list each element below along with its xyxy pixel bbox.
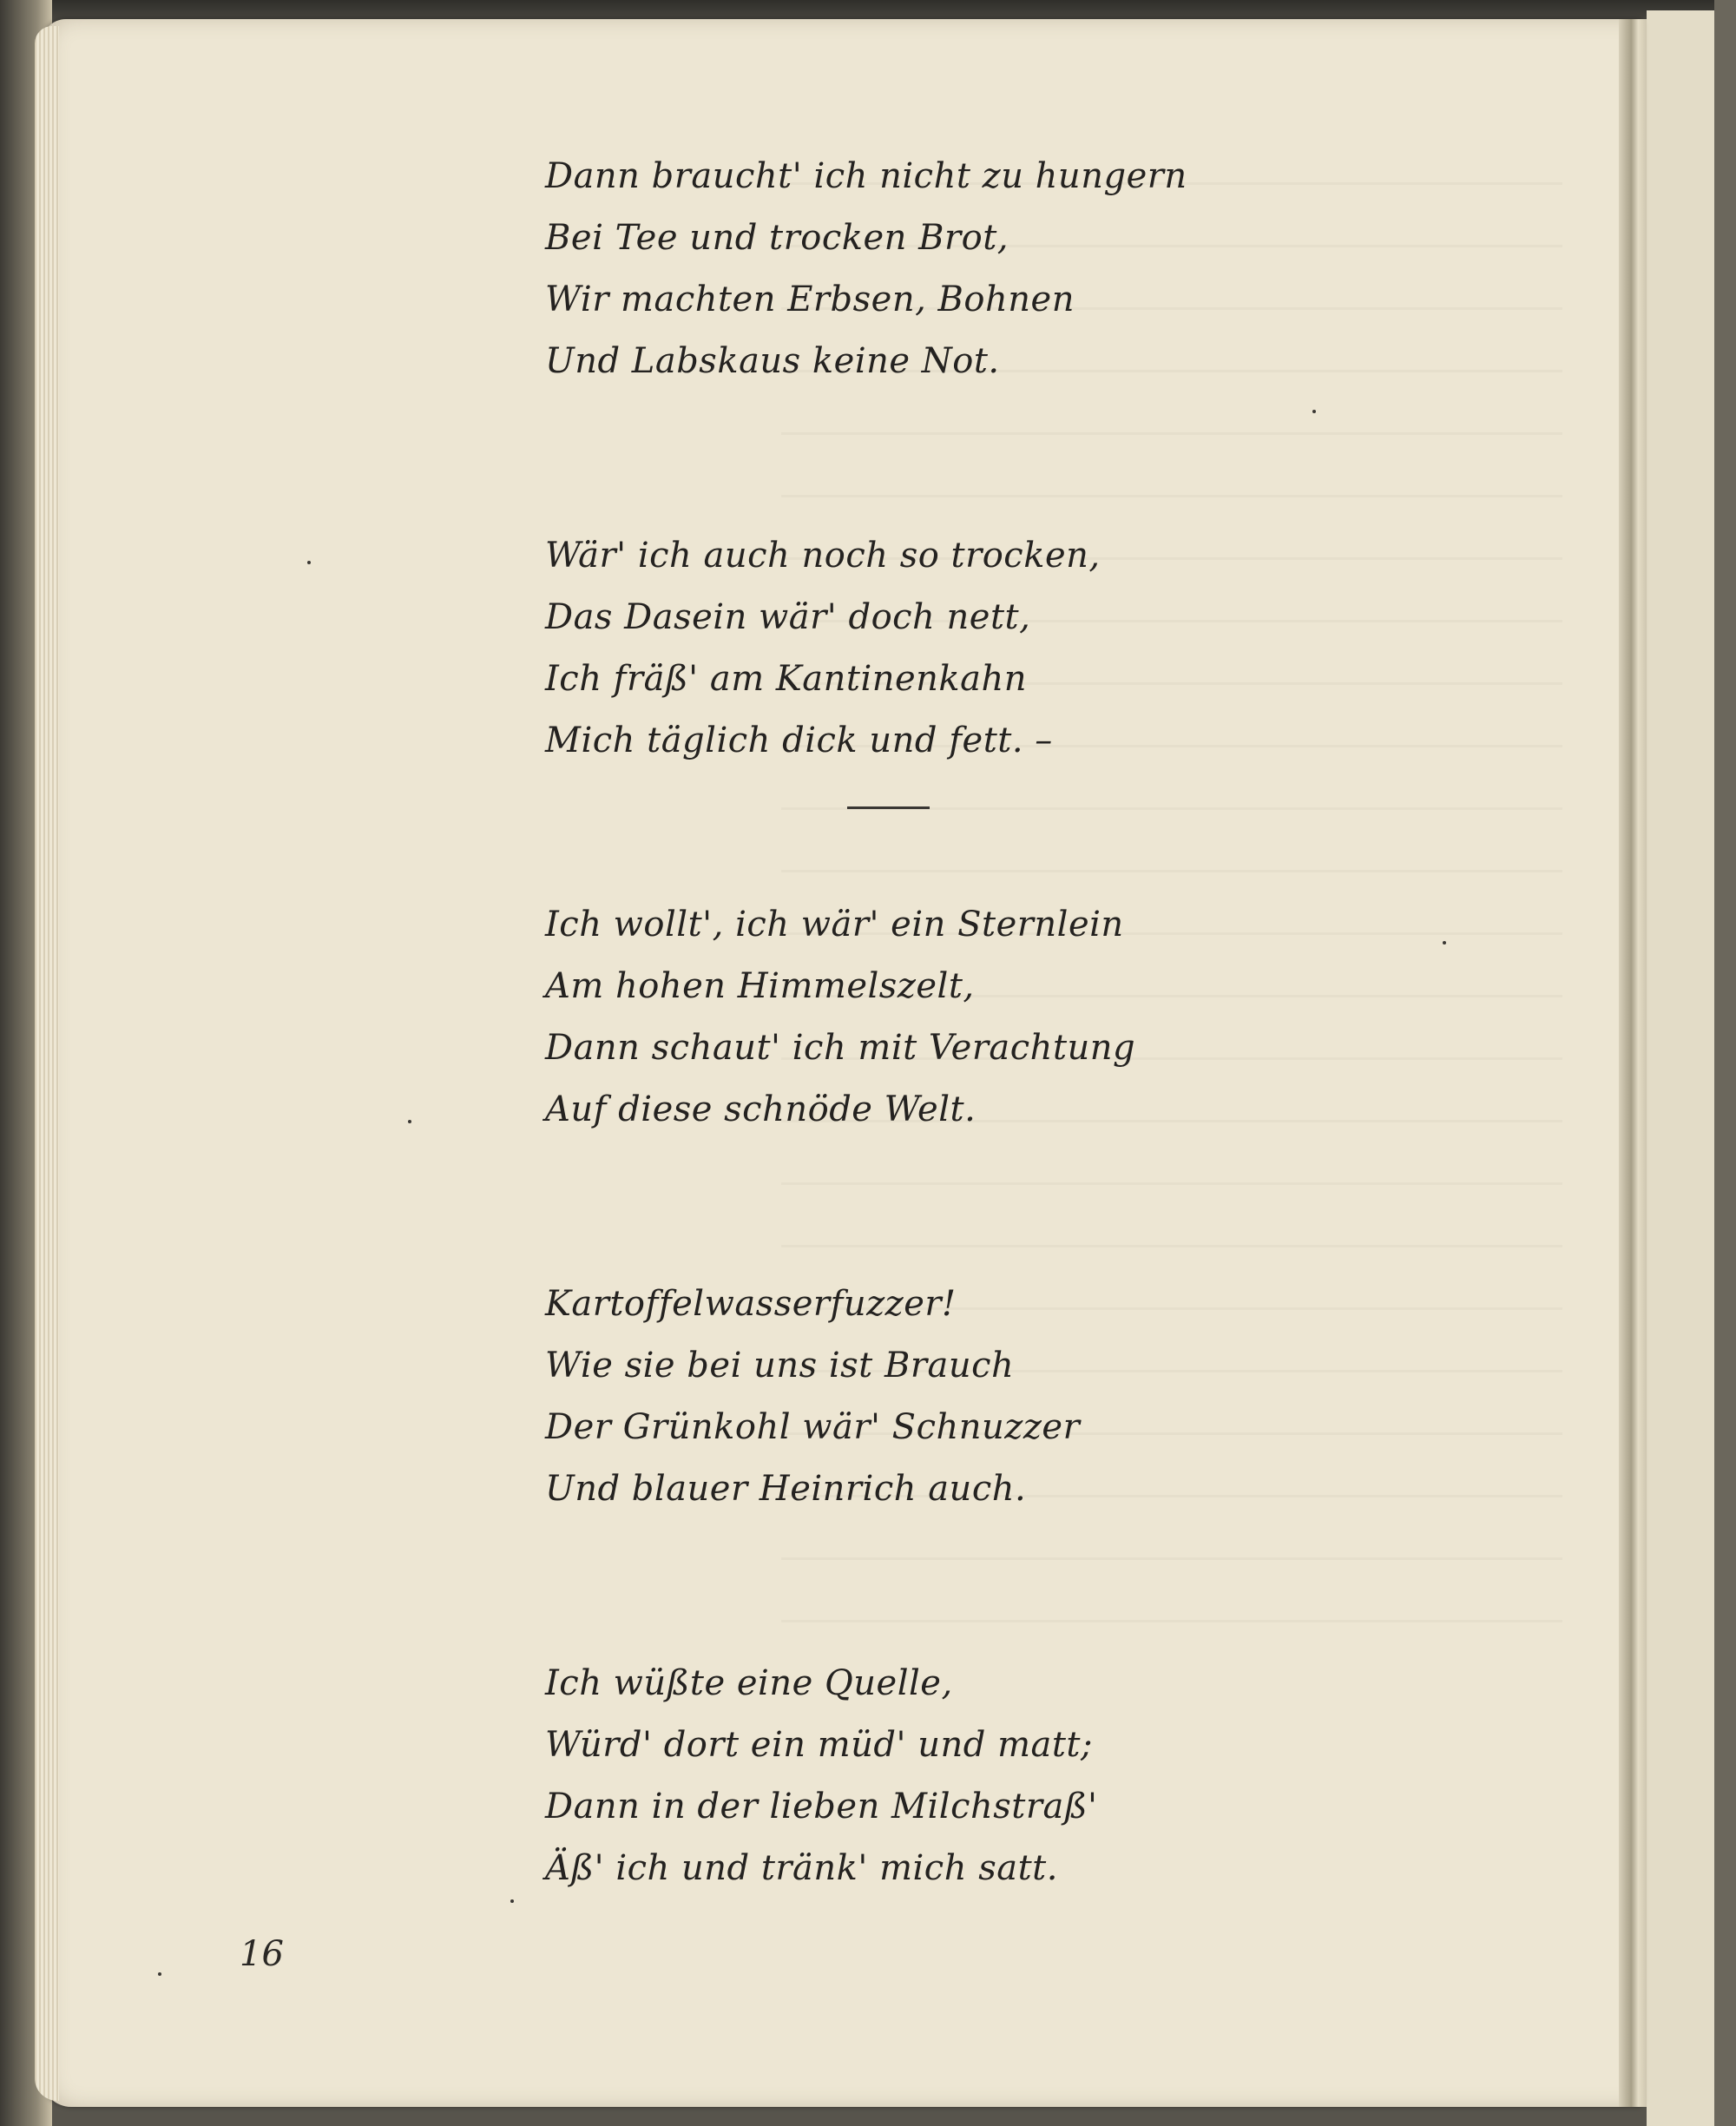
poem-line: Dann in der lieben Milchstraß'	[545, 1787, 1098, 1827]
ink-speck	[158, 1972, 161, 1976]
poem-line: Am hohen Himmelszelt,	[545, 966, 975, 1006]
ink-speck	[510, 1899, 514, 1903]
poem-line: Der Grünkohl wär' Schnuzzer	[545, 1407, 1081, 1447]
ink-speck	[1312, 410, 1316, 413]
poem-line: Mich täglich dick und fett. –	[545, 721, 1053, 760]
handwritten-poem	[545, 146, 1326, 1899]
ink-speck	[307, 561, 311, 564]
poem-line: Wie sie bei uns ist Brauch	[545, 1346, 1015, 1386]
poem-line: Bei Tee und trocken Brot,	[545, 218, 1009, 258]
ink-speck	[408, 1120, 411, 1123]
poem-line: Äß' ich und tränk' mich satt.	[545, 1848, 1058, 1888]
poem-line: Wär' ich auch noch so trocken,	[545, 536, 1101, 576]
poem-line: Das Dasein wär' doch nett,	[545, 597, 1031, 637]
ink-speck	[1443, 941, 1446, 945]
poem-line: Würd' dort ein müd' und matt;	[545, 1725, 1093, 1765]
poem-line: Ich wüßte eine Quelle,	[545, 1663, 953, 1703]
poem-line: Und Labskaus keine Not.	[545, 341, 1000, 381]
stanza-5	[545, 1653, 1326, 1899]
book-cover-edge	[1714, 0, 1736, 2126]
book-gutter	[1619, 19, 1647, 2107]
poem-line: Und blauer Heinrich auch.	[545, 1469, 1027, 1509]
stanza-3	[545, 894, 1326, 1141]
stanza-1	[545, 146, 1326, 392]
stanza-2	[545, 525, 1326, 772]
section-divider	[847, 806, 930, 809]
poem-line: Ich wollt', ich wär' ein Sternlein	[545, 905, 1124, 945]
poem-line: Wir machten Erbsen, Bohnen	[545, 280, 1075, 319]
poem-line: Auf diese schnöde Welt.	[545, 1089, 976, 1129]
page-number: 16	[240, 1934, 284, 1974]
poem-line: Ich fräß' am Kantinenkahn	[545, 659, 1028, 699]
poem-line: Dann braucht' ich nicht zu hungern	[545, 156, 1187, 196]
poem-line: Kartoffelwasserfuzzer!	[545, 1284, 957, 1324]
page-stack-edge	[35, 26, 59, 2101]
poem-line: Dann schaut' ich mit Verachtung	[545, 1028, 1136, 1068]
stanza-4	[545, 1274, 1326, 1520]
